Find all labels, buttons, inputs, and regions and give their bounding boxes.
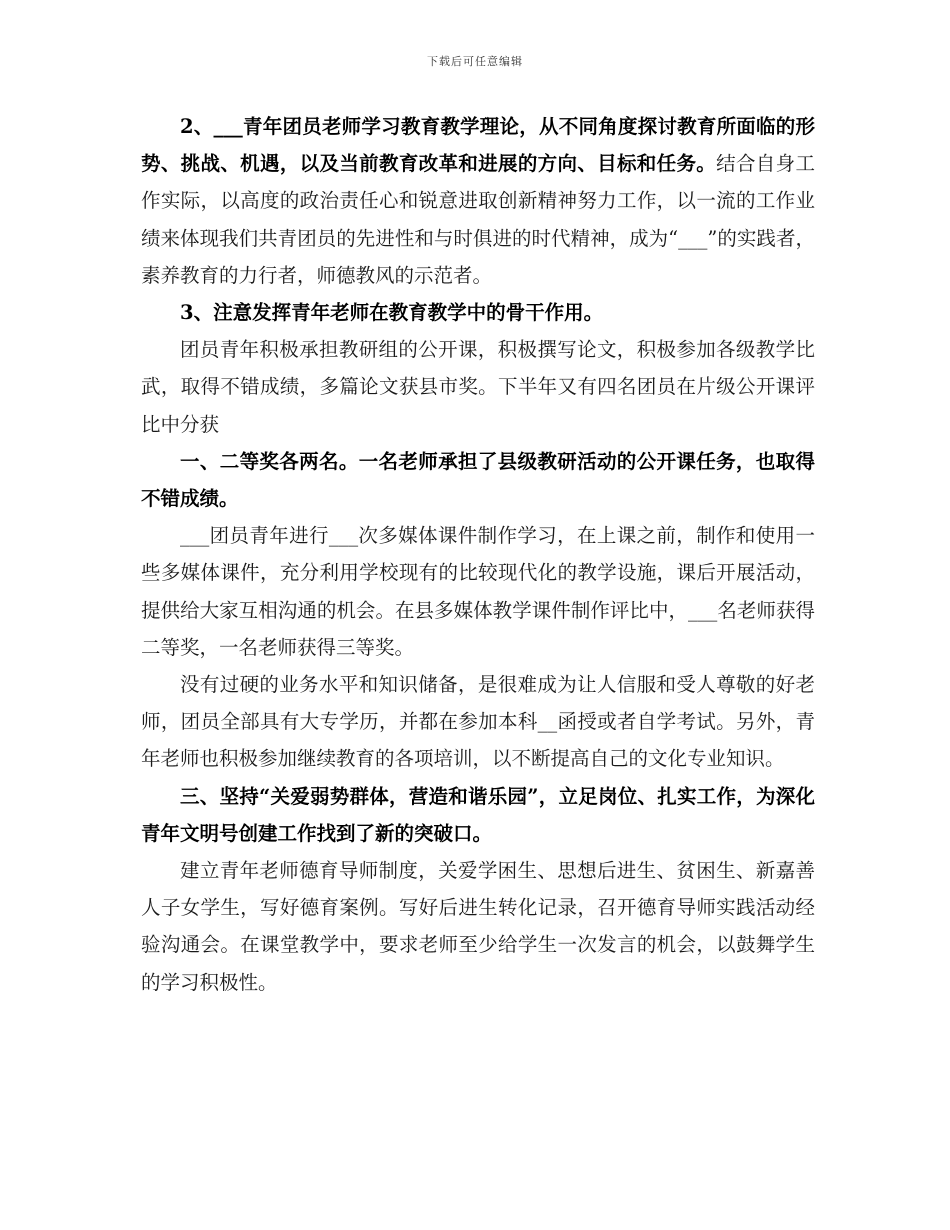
paragraph-2 [141, 294, 815, 331]
paragraph-2-heading: 3、注意发挥青年老师在教育教学中的骨干作用。 [180, 301, 604, 325]
paragraph-6 [141, 666, 815, 778]
paragraph-8-text: 建立青年老师德育导师制度，关爱学困生、思想后进生、贫困生、新嘉善人子女学生，写好德育案例。写好后进生转化记录，召开德育导师实践活动经验沟通会。在课堂教学中，要求老师至少给学生一次发言的机会，以鼓舞学生的学习积极性。 [141, 859, 815, 994]
paragraph-1 [141, 108, 815, 294]
paragraph-3 [141, 331, 815, 443]
paragraph-4 [141, 443, 815, 517]
paragraph-4-heading: 一、二等奖各两名。一名老师承担了县级教研活动的公开课任务，也取得不错成绩。 [141, 449, 815, 511]
paragraph-5-text: ___团员青年进行___次多媒体课件制作学习，在上课之前，制作和使用一些多媒体课件，充分利用学校现有的比较现代化的教学设施，课后开展活动，提供给大家互相沟通的机会。在县多媒体教学课件制作评比中，___名老师获得二等奖，一名老师获得三等奖。 [141, 524, 815, 659]
paragraph-6-text: 没有过硬的业务水平和知识储备，是很难成为让人信服和受人尊敬的好老师，团员全部具有大专学历，并都在参加本科__函授或者自学考试。另外，青年老师也积极参加继续教育的各项培训，以不断提高自己的文化专业知识。 [141, 673, 815, 771]
paragraph-5 [141, 517, 815, 666]
paragraph-7 [141, 778, 815, 852]
page-header: 下载后可任意编辑 [427, 55, 523, 68]
paragraph-7-heading: 三、坚持“关爱弱势群体，营造和谐乐园”，立足岗位、扎实工作，为深化青年文明号创建工作找到了新的突破口。 [141, 784, 815, 845]
paragraph-1-heading: 2、___青年团员老师学习教育教学理论，从不同角度探讨教育所面临的形势、挑战、机遇，以及当前教育改革和进展的方向、目标和任务。 [141, 115, 815, 176]
paragraph-1-text: 结合自身工作实际，以高度的政治责任心和锐意进取创新精神努力工作，以一流的工作业绩来体现我们共青团员的先进性和与时俱进的时代精神，成为“___”的实践者，素养教育的力行者，师德教风的示范者。 [141, 152, 815, 287]
document-body [141, 108, 815, 1001]
paragraph-8 [141, 852, 815, 1001]
paragraph-3-text: 团员青年积极承担教研组的公开课，积极撰写论文，积极参加各级教学比武，取得不错成绩，多篇论文获县市奖。下半年又有四名团员在片级公开课评比中分获 [141, 338, 815, 436]
